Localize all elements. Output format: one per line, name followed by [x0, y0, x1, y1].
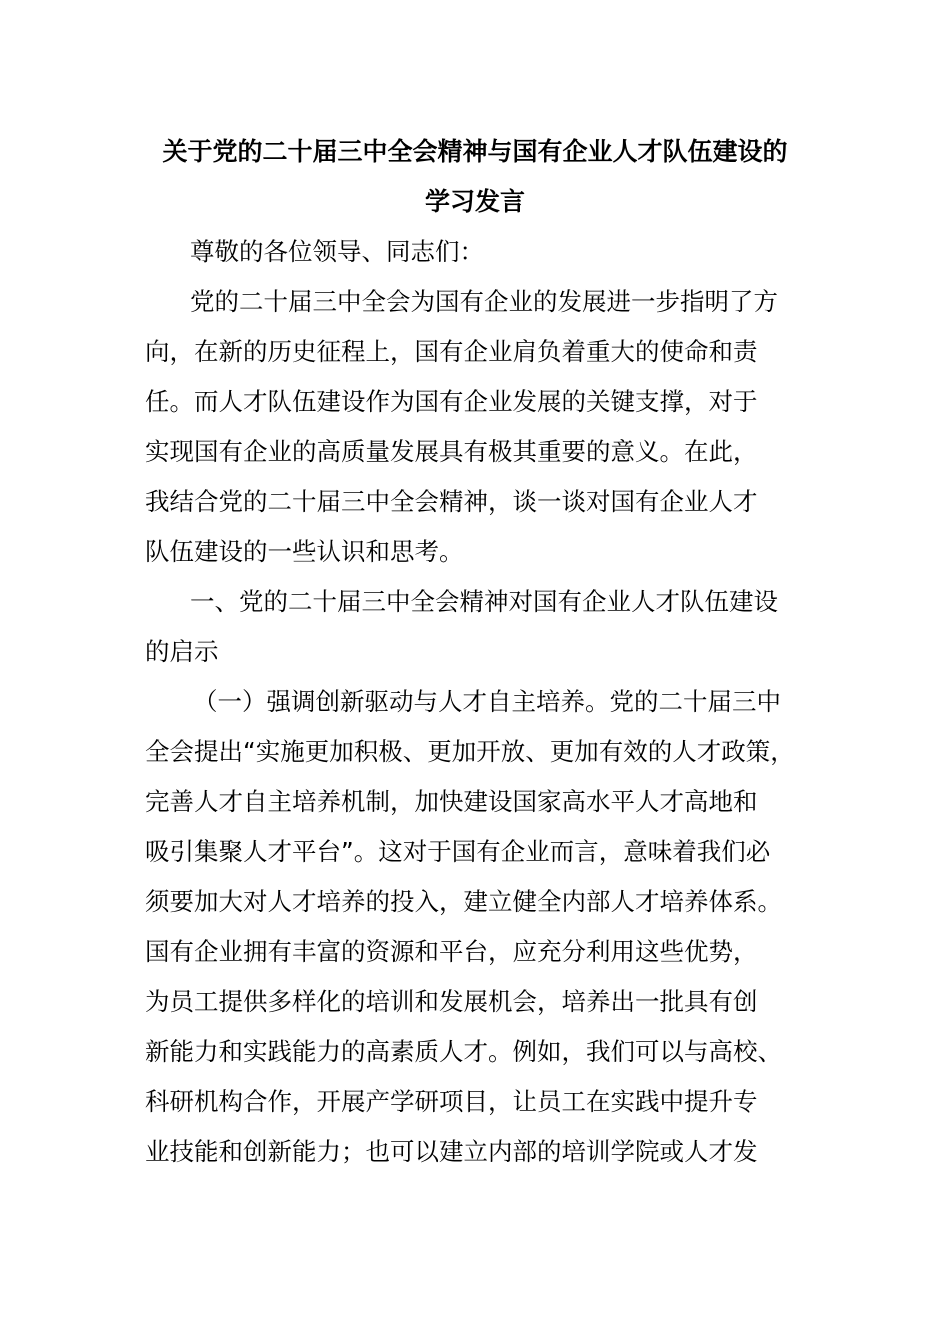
- section-heading-line: 的启示: [145, 637, 219, 666]
- paragraph-line: 科研机构合作，开展产学研项目，让员工在实践中提升专: [145, 1087, 758, 1116]
- paragraph-line: 任。而人才队伍建设作为国有企业发展的关键支撑，对于: [145, 387, 758, 416]
- section-heading-line: 一、党的二十届三中全会精神对国有企业人才队伍建设: [190, 587, 778, 616]
- paragraph-line: 全会提出“实施更加积极、更加开放、更加有效的人才政策，: [145, 737, 795, 766]
- paragraph-line: 国有企业拥有丰富的资源和平台，应充分利用这些优势，: [145, 937, 758, 966]
- paragraph-line: 我结合党的二十届三中全会精神，谈一谈对国有企业人才: [145, 487, 758, 516]
- paragraph-line: 吸引集聚人才平台”。这对于国有企业而言，意味着我们必: [145, 837, 771, 866]
- paragraph-line: 完善人才自主培养机制，加快建设国家高水平人才高地和: [145, 787, 758, 816]
- document-title-line-1: 关于党的二十届三中全会精神与国有企业人才队伍建设的: [162, 137, 788, 166]
- paragraph-line: 实现国有企业的高质量发展具有极其重要的意义。在此，: [145, 437, 758, 466]
- document-title-line-2: 学习发言: [424, 187, 525, 216]
- salutation: 尊敬的各位领导、同志们：: [190, 237, 484, 266]
- paragraph-line: 新能力和实践能力的高素质人才。例如，我们可以与高校、: [145, 1037, 782, 1066]
- paragraph-line: 队伍建设的一些认识和思考。: [145, 537, 464, 566]
- paragraph-line: 向，在新的历史征程上，国有企业肩负着重大的使命和责: [145, 337, 758, 366]
- paragraph-line: （一）强调创新驱动与人才自主培养。党的二十届三中: [193, 687, 781, 716]
- paragraph-line: 为员工提供多样化的培训和发展机会，培养出一批具有创: [145, 987, 758, 1016]
- paragraph-line: 须要加大对人才培养的投入，建立健全内部人才培养体系。: [145, 887, 782, 916]
- paragraph-line: 党的二十届三中全会为国有企业的发展进一步指明了方: [190, 287, 778, 316]
- paragraph-line: 业技能和创新能力；也可以建立内部的培训学院或人才发: [145, 1137, 758, 1166]
